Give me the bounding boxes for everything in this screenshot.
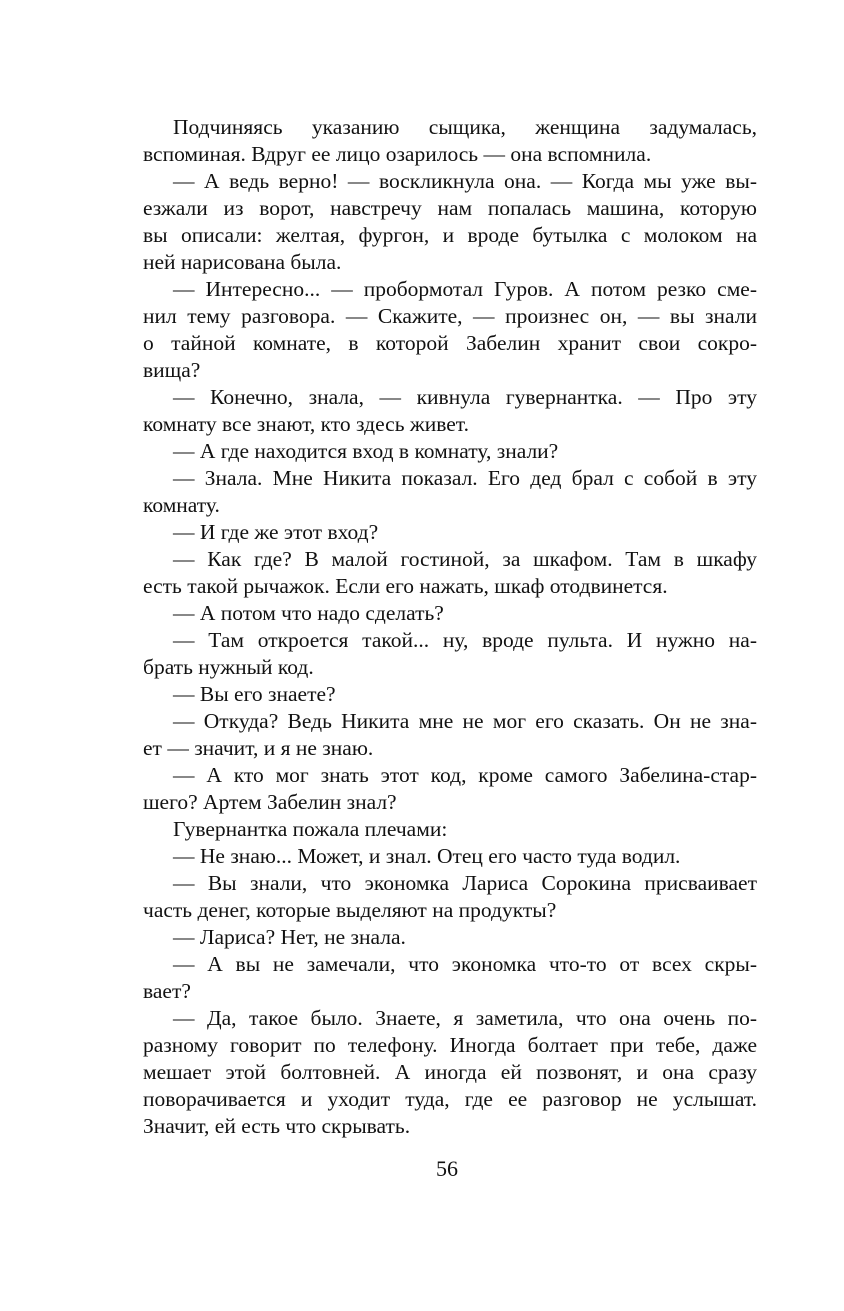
text-line: Подчиняясь указанию сыщика, женщина задумалась, xyxy=(173,115,757,139)
paragraph xyxy=(143,843,757,870)
paragraph xyxy=(143,951,757,1005)
text-line: вища? xyxy=(143,358,201,382)
paragraph xyxy=(143,870,757,924)
paragraph xyxy=(143,384,757,438)
text-line: Значит, ей есть что скрывать. xyxy=(143,1114,411,1138)
page-body-text xyxy=(143,114,757,1140)
text-line: вы описали: желтая, фургон, и вроде бутылка с молоком на xyxy=(143,223,757,247)
page-number: 56 xyxy=(436,1156,458,1181)
paragraph xyxy=(143,465,757,519)
text-line: — Да, такое было. Знаете, я заметила, что она очень по- xyxy=(173,1006,757,1030)
paragraph xyxy=(143,546,757,600)
text-line: шего? Артем Забелин знал? xyxy=(143,790,397,814)
text-line: — Знала. Мне Никита показал. Его дед брал с собой в эту xyxy=(173,466,757,490)
text-line: — Лариса? Нет, не знала. xyxy=(173,925,406,949)
text-line: нил тему разговора. — Скажите, — произнес он, — вы знали xyxy=(143,304,757,328)
paragraph xyxy=(143,762,757,816)
text-line: — А где находится вход в комнату, знали? xyxy=(173,439,559,463)
text-line: мешает этой болтовней. А иногда ей позвонят, и она сразу xyxy=(143,1060,757,1084)
text-line: — Как где? В малой гостиной, за шкафом. Там в шкафу xyxy=(173,547,757,571)
text-line: разному говорит по телефону. Иногда болтает при тебе, даже xyxy=(143,1033,757,1057)
text-line: комнату. xyxy=(143,493,220,517)
paragraph xyxy=(143,600,757,627)
text-line: комнату все знают, кто здесь живет. xyxy=(143,412,469,436)
paragraph xyxy=(143,168,757,276)
text-line: — Конечно, знала, — кивнула гувернантка. — Про эту xyxy=(173,385,757,409)
text-line: вспоминая. Вдруг ее лицо озарилось — она вспомнила. xyxy=(143,142,652,166)
text-line: — Вы его знаете? xyxy=(173,682,336,706)
paragraph xyxy=(143,816,757,843)
text-line: — А ведь верно! — воскликнула она. — Когда мы уже вы- xyxy=(173,169,757,193)
text-line: — Не знаю... Может, и знал. Отец его часто туда водил. xyxy=(173,844,681,868)
paragraph xyxy=(143,627,757,681)
text-line: — Вы знали, что экономка Лариса Сорокина присваивает xyxy=(173,871,757,895)
text-line: — И где же этот вход? xyxy=(173,520,379,544)
paragraph xyxy=(143,708,757,762)
paragraph xyxy=(143,438,757,465)
text-line: Гувернантка пожала плечами: xyxy=(173,817,448,841)
text-line: ет — значит, и я не знаю. xyxy=(143,736,374,760)
text-line: езжали из ворот, навстречу нам попалась машина, которую xyxy=(143,196,757,220)
text-line: вает? xyxy=(143,979,191,1003)
text-line: — А вы не замечали, что экономка что-то от всех скры- xyxy=(173,952,757,976)
text-line: часть денег, которые выделяют на продукты? xyxy=(143,898,557,922)
text-line: — А кто мог знать этот код, кроме самого Забелина-стар- xyxy=(173,763,757,787)
text-line: — Там откроется такой... ну, вроде пульта. И нужно на- xyxy=(173,628,757,652)
paragraph xyxy=(143,924,757,951)
text-line: брать нужный код. xyxy=(143,655,314,679)
text-line: есть такой рычажок. Если его нажать, шкаф отодвинется. xyxy=(143,574,668,598)
text-line: поворачивается и уходит туда, где ее разговор не услышат. xyxy=(143,1087,757,1111)
text-line: — Интересно... — пробормотал Гуров. А потом резко сме- xyxy=(173,277,757,301)
text-line: — А потом что надо сделать? xyxy=(173,601,444,625)
text-line: ней нарисована была. xyxy=(143,250,342,274)
paragraph xyxy=(143,276,757,384)
paragraph xyxy=(143,681,757,708)
paragraph xyxy=(143,1005,757,1140)
paragraph xyxy=(143,114,757,168)
paragraph xyxy=(143,519,757,546)
text-line: о тайной комнате, в которой Забелин хранит свои сокро- xyxy=(143,331,757,355)
text-line: — Откуда? Ведь Никита мне не мог его сказать. Он не зна- xyxy=(173,709,757,733)
